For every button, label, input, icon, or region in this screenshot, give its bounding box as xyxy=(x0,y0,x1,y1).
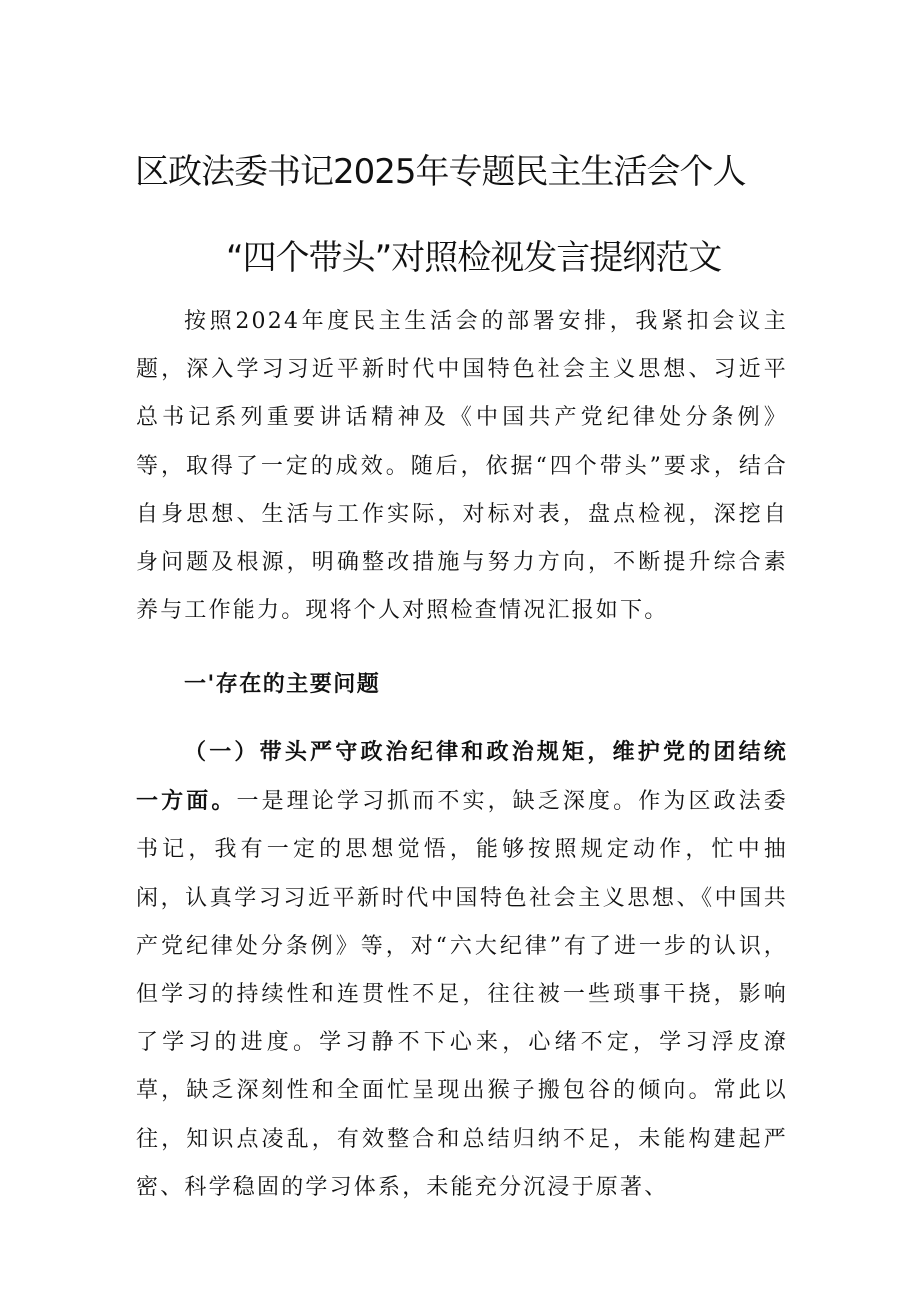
subsection-body: 一是理论学习抓而不实，缺乏深度。作为区政法委书记，我有一定的思想觉悟，能够按照规定动作，忙中抽闲，认真学习习近平新时代中国特色社会主义思想、《中国共产党纪律处分条例》等，对“六大纪律”有了进一步的认识，但学习的持续性和连贯性不足，往往被一些琐事干挠，影响了学习的进度。学习静不下心来，心绪不定，学习浮皮潦草，缺乏深刻性和全面忙呈现出猴子搬包谷的倾向。常此以往，知识点凌乱，有效整合和总结归纳不足，未能构建起严密、科学稳固的学习体系，未能充分沉浸于原著、 xyxy=(136,789,788,1200)
subsection-lead: （一）带头严守政治纪律和政治规矩，维护党的团结统一方面。 xyxy=(136,739,788,815)
subsection-paragraph xyxy=(136,728,788,1212)
document-title-line-2: “四个带头”对照检视发言提纲范文 xyxy=(226,238,722,278)
section-heading: 一'存在的主要问题 xyxy=(184,671,381,697)
intro-paragraph: 按照2024年度民主生活会的部署安排，我紧扣会议主题，深入学习习近平新时代中国特色社会主义思想、习近平总书记系列重要讲话精神及《中国共产党纪律处分条例》等，取得了一定的成效。随后，依据“四个带头”要求，结合自身思想、生活与工作实际，对标对表，盘点检视，深挖自身问题及根源，明确整改措施与努力方向，不断提升综合素养与工作能力。现将个人对照检查情况汇报如下。 xyxy=(136,309,788,624)
document-title-line-1: 区政法委书记2025年专题民主生活会个人 xyxy=(135,152,746,192)
